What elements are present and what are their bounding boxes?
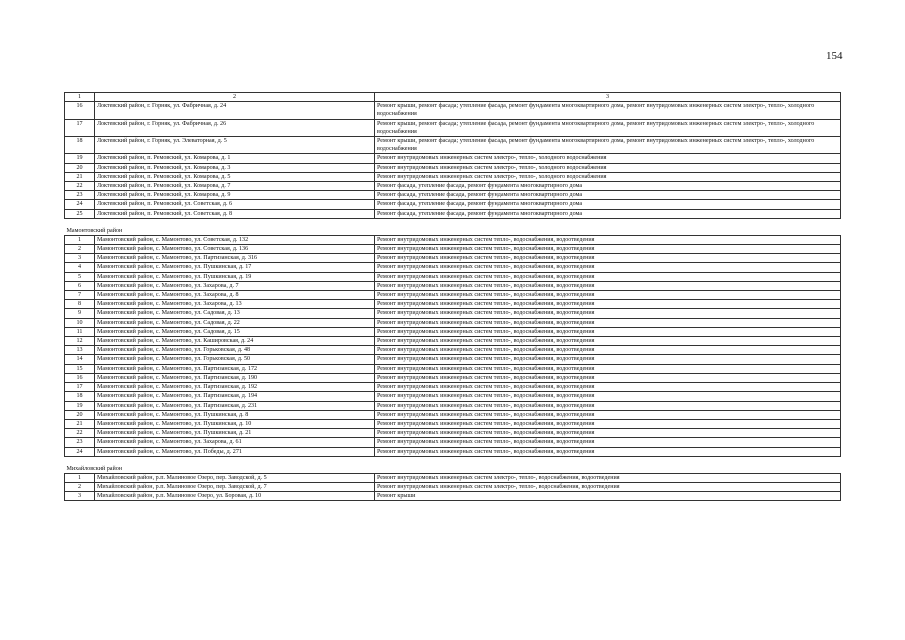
- row-number: 4: [65, 263, 95, 272]
- table-row: [65, 102, 841, 119]
- table-row: [65, 235, 841, 244]
- row-number: 2: [65, 245, 95, 254]
- row-address: Мамонтовский район, с. Мамонтово, ул. Кашировская, д. 24: [95, 337, 375, 346]
- row-address: Мамонтовский район, с. Мамонтово, ул. Пушкинская, д. 8: [95, 410, 375, 419]
- row-address: Локтевский район, г. Горняк, ул. Элеваторная, д. 5: [95, 137, 375, 154]
- row-work: Ремонт крыши, ремонт фасада; утепление фасада, ремонт фундамента многоквартирного дома, ремонт внутридомовых инженерных систем электро-, тепло-, холодного водоснабжения: [375, 137, 841, 154]
- row-work: Ремонт внутридомовых инженерных систем тепло-, водоснабжения, водоотведения: [375, 263, 841, 272]
- row-address: Мамонтовский район, с. Мамонтово, ул. Захарова, д. 7: [95, 281, 375, 290]
- table-row: [65, 473, 841, 482]
- row-address: Локтевский район, п. Ремовский, ул. Комарова, д. 3: [95, 163, 375, 172]
- row-address: Мамонтовский район, с. Мамонтово, ул. Садовая, д. 22: [95, 318, 375, 327]
- row-address: Мамонтовский район, с. Мамонтово, ул. Захарова, д. 61: [95, 438, 375, 447]
- page-number: 154: [826, 50, 843, 62]
- table-row: [65, 191, 841, 200]
- row-number: 16: [65, 102, 95, 119]
- row-work: Ремонт внутридомовых инженерных систем тепло-, водоснабжения, водоотведения: [375, 337, 841, 346]
- row-number: 12: [65, 337, 95, 346]
- row-number: 19: [65, 401, 95, 410]
- row-address: Мамонтовский район, с. Мамонтово, ул. Садовая, д. 15: [95, 327, 375, 336]
- row-address: Мамонтовский район, с. Мамонтово, ул. Партизанская, д. 192: [95, 383, 375, 392]
- column-number-3: 3: [375, 93, 841, 102]
- row-work: Ремонт внутридомовых инженерных систем электро-, тепло-, холодного водоснабжения: [375, 172, 841, 181]
- row-number: 23: [65, 191, 95, 200]
- table-row: [65, 254, 841, 263]
- table-row: [65, 337, 841, 346]
- row-number: 10: [65, 318, 95, 327]
- row-address: Мамонтовский район, с. Мамонтово, ул. Горьковская, д. 48: [95, 346, 375, 355]
- table-row: [65, 245, 841, 254]
- column-number-1: 1: [65, 93, 95, 102]
- table-row: [65, 429, 841, 438]
- table-row: [65, 364, 841, 373]
- row-number: 19: [65, 154, 95, 163]
- row-work: Ремонт внутридомовых инженерных систем тепло-, водоснабжения, водоотведения: [375, 373, 841, 382]
- row-work: Ремонт внутридомовых инженерных систем тепло-, водоснабжения, водоотведения: [375, 383, 841, 392]
- row-number: 2: [65, 482, 95, 491]
- row-address: Локтевский район, п. Ремовский, ул. Советская, д. 8: [95, 209, 375, 218]
- row-work: Ремонт внутридомовых инженерных систем тепло-, водоснабжения, водоотведения: [375, 318, 841, 327]
- row-number: 9: [65, 309, 95, 318]
- row-address: Локтевский район, г. Горняк, ул. Фабричная, д. 24: [95, 102, 375, 119]
- row-address: Локтевский район, п. Ремовский, ул. Комарова, д. 1: [95, 154, 375, 163]
- table-row: [65, 318, 841, 327]
- row-number: 17: [65, 383, 95, 392]
- table-row: [65, 172, 841, 181]
- table-row: [65, 182, 841, 191]
- row-work: Ремонт внутридомовых инженерных систем тепло-, водоснабжения, водоотведения: [375, 291, 841, 300]
- row-work: Ремонт крыши: [375, 492, 841, 501]
- row-number: 1: [65, 473, 95, 482]
- row-address: Мамонтовский район, с. Мамонтово, ул. Партизанская, д. 190: [95, 373, 375, 382]
- row-work: Ремонт внутридомовых инженерных систем тепло-, водоснабжения, водоотведения: [375, 281, 841, 290]
- row-number: 20: [65, 163, 95, 172]
- column-number-2: 2: [95, 93, 375, 102]
- row-number: 24: [65, 447, 95, 456]
- row-address: Мамонтовский район, с. Мамонтово, ул. Пушкинская, д. 10: [95, 419, 375, 428]
- row-address: Локтевский район, п. Ремовский, ул. Комарова, д. 9: [95, 191, 375, 200]
- row-number: 18: [65, 392, 95, 401]
- table-row: [65, 263, 841, 272]
- row-work: Ремонт внутридомовых инженерных систем тепло-, водоснабжения, водоотведения: [375, 438, 841, 447]
- table-row: [65, 373, 841, 382]
- row-number: 7: [65, 291, 95, 300]
- row-address: Мамонтовский район, с. Мамонтово, ул. Партизанская, д. 316: [95, 254, 375, 263]
- table-row: [65, 209, 841, 218]
- row-work: Ремонт внутридомовых инженерных систем тепло-, водоснабжения, водоотведения: [375, 254, 841, 263]
- table-row: [65, 383, 841, 392]
- row-number: 22: [65, 182, 95, 191]
- row-work: Ремонт внутридомовых инженерных систем тепло-, водоснабжения, водоотведения: [375, 346, 841, 355]
- row-address: Мамонтовский район, с. Мамонтово, ул. Победы, д. 271: [95, 447, 375, 456]
- column-number-row: [65, 93, 841, 102]
- table-row: [65, 327, 841, 336]
- table-row: [65, 419, 841, 428]
- row-address: Михайловский район, р.п. Малиновое Озеро, пер. Заводской, д. 5: [95, 473, 375, 482]
- row-work: Ремонт фасада, утепление фасада, ремонт фундамента многоквартирного дома: [375, 209, 841, 218]
- table-row: [65, 281, 841, 290]
- row-address: Локтевский район, п. Ремовский, ул. Комарова, д. 7: [95, 182, 375, 191]
- row-work: Ремонт фасада, утепление фасада, ремонт фундамента многоквартирного дома: [375, 191, 841, 200]
- table-row: [65, 438, 841, 447]
- row-work: Ремонт внутридомовых инженерных систем электро-, тепло-, водоснабжения, водоотведения: [375, 473, 841, 482]
- table-row: [65, 401, 841, 410]
- row-number: 21: [65, 172, 95, 181]
- row-work: Ремонт внутридомовых инженерных систем тепло-, водоснабжения, водоотведения: [375, 355, 841, 364]
- row-address: Мамонтовский район, с. Мамонтово, ул. Захарова, д. 8: [95, 291, 375, 300]
- row-work: Ремонт крыши, ремонт фасада; утепление фасада, ремонт фундамента многоквартирного дома, ремонт внутридомовых инженерных систем электро-, тепло-, холодного водоснабжения: [375, 102, 841, 119]
- row-work: Ремонт внутридомовых инженерных систем электро-, тепло-, водоснабжения, водоотведения: [375, 482, 841, 491]
- row-number: 8: [65, 300, 95, 309]
- table-row: [65, 447, 841, 456]
- row-address: Мамонтовский район, с. Мамонтово, ул. Партизанская, д. 231: [95, 401, 375, 410]
- row-address: Мамонтовский район, с. Мамонтово, ул. Пушкинская, д. 17: [95, 263, 375, 272]
- row-work: Ремонт внутридомовых инженерных систем тепло-, водоснабжения, водоотведения: [375, 300, 841, 309]
- row-number: 3: [65, 492, 95, 501]
- row-work: Ремонт внутридомовых инженерных систем тепло-, водоснабжения, водоотведения: [375, 429, 841, 438]
- row-number: 14: [65, 355, 95, 364]
- row-number: 13: [65, 346, 95, 355]
- table-row: [65, 119, 841, 136]
- row-work: Ремонт внутридомовых инженерных систем электро-, тепло-, холодного водоснабжения: [375, 154, 841, 163]
- table-row: [65, 482, 841, 491]
- row-number: 3: [65, 254, 95, 263]
- table-row: [65, 309, 841, 318]
- row-work: Ремонт внутридомовых инженерных систем тепло-, водоснабжения, водоотведения: [375, 410, 841, 419]
- section-title: Михайловский район: [65, 456, 841, 473]
- row-number: 15: [65, 364, 95, 373]
- row-address: Мамонтовский район, с. Мамонтово, ул. Советская, д. 136: [95, 245, 375, 254]
- row-address: Мамонтовский район, с. Мамонтово, ул. Горьковская, д. 50: [95, 355, 375, 364]
- row-work: Ремонт внутридомовых инженерных систем тепло-, водоснабжения, водоотведения: [375, 272, 841, 281]
- table-row: [65, 392, 841, 401]
- row-number: 22: [65, 429, 95, 438]
- row-number: 21: [65, 419, 95, 428]
- row-address: Михайловский район, р.п. Малиновое Озеро, ул. Боровая, д. 10: [95, 492, 375, 501]
- row-number: 11: [65, 327, 95, 336]
- row-number: 17: [65, 119, 95, 136]
- row-work: Ремонт внутридомовых инженерных систем тепло-, водоснабжения, водоотведения: [375, 447, 841, 456]
- row-work: Ремонт внутридомовых инженерных систем тепло-, водоснабжения, водоотведения: [375, 327, 841, 336]
- table-row: [65, 492, 841, 501]
- row-work: Ремонт внутридомовых инженерных систем тепло-, водоснабжения, водоотведения: [375, 309, 841, 318]
- table-body: [65, 93, 841, 501]
- table-row: [65, 200, 841, 209]
- row-address: Локтевский район, п. Ремовский, ул. Советская, д. 6: [95, 200, 375, 209]
- row-work: Ремонт внутридомовых инженерных систем тепло-, водоснабжения, водоотведения: [375, 245, 841, 254]
- table-row: [65, 410, 841, 419]
- table-row: [65, 300, 841, 309]
- row-number: 6: [65, 281, 95, 290]
- row-number: 24: [65, 200, 95, 209]
- row-work: Ремонт внутридомовых инженерных систем тепло-, водоснабжения, водоотведения: [375, 419, 841, 428]
- row-address: Мамонтовский район, с. Мамонтово, ул. Пушкинская, д. 19: [95, 272, 375, 281]
- row-work: Ремонт внутридомовых инженерных систем тепло-, водоснабжения, водоотведения: [375, 392, 841, 401]
- row-address: Мамонтовский район, с. Мамонтово, ул. Садовая, д. 13: [95, 309, 375, 318]
- row-number: 16: [65, 373, 95, 382]
- row-number: 20: [65, 410, 95, 419]
- table-row: [65, 346, 841, 355]
- section-row: [65, 456, 841, 473]
- table-row: [65, 137, 841, 154]
- table-row: [65, 163, 841, 172]
- row-address: Мамонтовский район, с. Мамонтово, ул. Захарова, д. 13: [95, 300, 375, 309]
- row-number: 5: [65, 272, 95, 281]
- row-work: Ремонт фасада, утепление фасада, ремонт фундамента многоквартирного дома: [375, 200, 841, 209]
- repair-register-table: [64, 92, 841, 501]
- table-row: [65, 154, 841, 163]
- row-work: Ремонт внутридомовых инженерных систем электро-, тепло-, холодного водоснабжения: [375, 163, 841, 172]
- table-row: [65, 291, 841, 300]
- row-address: Мамонтовский район, с. Мамонтово, ул. Пушкинская, д. 21: [95, 429, 375, 438]
- row-work: Ремонт внутридомовых инженерных систем тепло-, водоснабжения, водоотведения: [375, 364, 841, 373]
- table-row: [65, 272, 841, 281]
- table-row: [65, 355, 841, 364]
- row-address: Локтевский район, п. Ремовский, ул. Комарова, д. 5: [95, 172, 375, 181]
- section-title: Мамонтовский район: [65, 218, 841, 235]
- row-address: Мамонтовский район, с. Мамонтово, ул. Партизанская, д. 194: [95, 392, 375, 401]
- row-number: 1: [65, 235, 95, 244]
- row-address: Мамонтовский район, с. Мамонтово, ул. Партизанская, д. 172: [95, 364, 375, 373]
- section-row: [65, 218, 841, 235]
- row-address: Михайловский район, р.п. Малиновое Озеро, пер. Заводской, д. 7: [95, 482, 375, 491]
- row-address: Мамонтовский район, с. Мамонтово, ул. Советская, д. 132: [95, 235, 375, 244]
- row-number: 18: [65, 137, 95, 154]
- row-work: Ремонт фасада, утепление фасада, ремонт фундамента многоквартирного дома: [375, 182, 841, 191]
- row-address: Локтевский район, г. Горняк, ул. Фабричная, д. 26: [95, 119, 375, 136]
- row-number: 23: [65, 438, 95, 447]
- row-work: Ремонт крыши, ремонт фасада; утепление фасада, ремонт фундамента многоквартирного дома, ремонт внутридомовых инженерных систем электро-, тепло-, холодного водоснабжения: [375, 119, 841, 136]
- row-work: Ремонт внутридомовых инженерных систем тепло-, водоснабжения, водоотведения: [375, 235, 841, 244]
- row-work: Ремонт внутридомовых инженерных систем тепло-, водоснабжения, водоотведения: [375, 401, 841, 410]
- row-number: 25: [65, 209, 95, 218]
